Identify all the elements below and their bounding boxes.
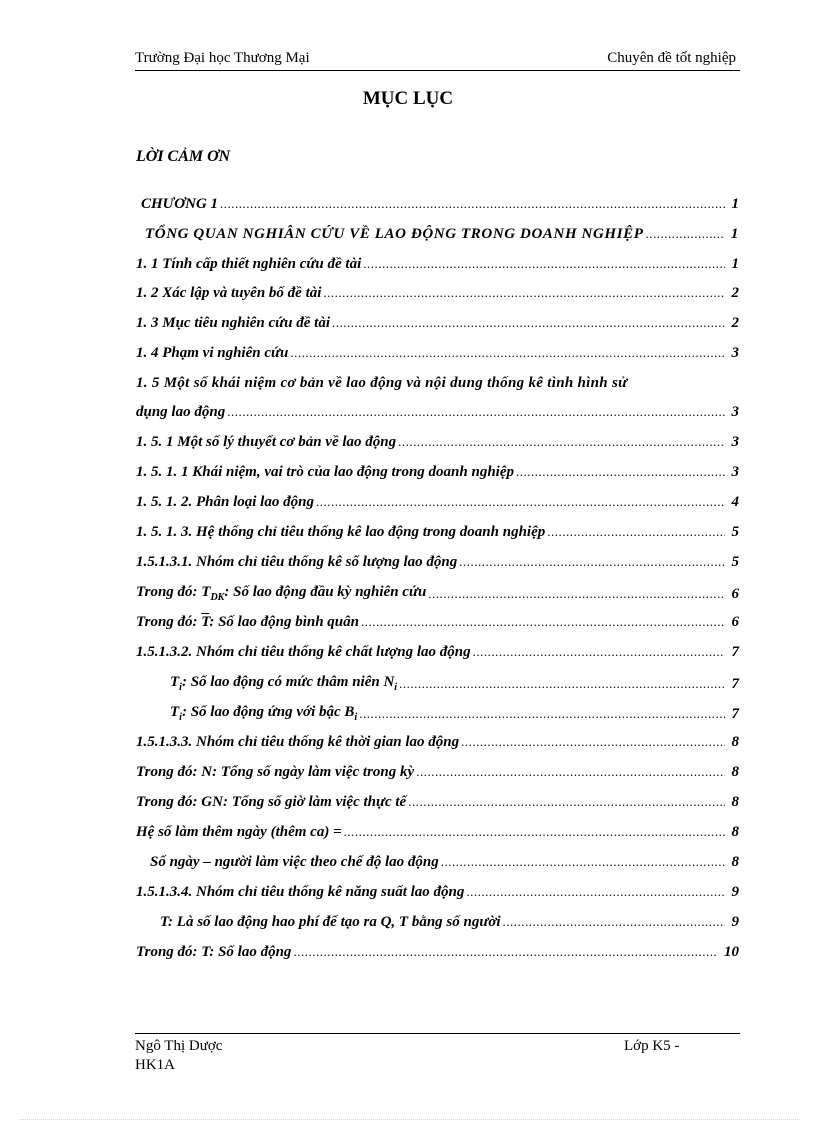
toc-leader	[547, 524, 725, 541]
toc-entry[interactable]	[145, 226, 739, 243]
page-footer	[135, 1033, 740, 1073]
page-header	[135, 48, 740, 71]
toc-entry-title	[136, 614, 359, 631]
toc-entry[interactable]	[136, 315, 739, 332]
footer-class-cont: HK1A	[135, 1057, 175, 1073]
toc-entry-page: 10	[724, 944, 739, 960]
toc-entry[interactable]	[136, 404, 739, 421]
toc-entry-text: T	[170, 704, 180, 720]
toc-leader	[459, 554, 725, 571]
toc-entry[interactable]	[136, 256, 739, 273]
toc-entry-page: 8	[731, 824, 739, 840]
toc-entry-page: 5	[731, 524, 739, 540]
toc-entry-title: 1. 3 Mục tiêu nghiên cứu đề tài	[136, 315, 331, 331]
toc-entry-page: 1	[731, 196, 739, 212]
toc-entry-text: T	[170, 674, 180, 690]
overlined-symbol: $\overline{T}$	[201, 614, 210, 630]
toc-entry[interactable]	[136, 824, 739, 841]
toc-entry-page: 8	[731, 854, 739, 870]
toc-leader	[466, 884, 725, 901]
toc-entry[interactable]	[136, 884, 739, 901]
toc-entry[interactable]	[170, 674, 739, 693]
toc-entry-title: 1.5.1.3.3. Nhóm chỉ tiêu thống kê thời gian lao động	[136, 734, 460, 750]
toc-entry-page: 7	[731, 706, 739, 722]
toc-entry-page: 4	[731, 494, 739, 510]
toc-leader	[361, 614, 725, 631]
toc-entry-title: 1. 1 Tính cấp thiết nghiên cứu đề tài	[136, 256, 362, 272]
toc-leader	[359, 706, 725, 723]
toc-leader	[316, 494, 725, 511]
toc-entry-page: 8	[731, 794, 739, 810]
toc-leader	[441, 854, 725, 871]
toc-entry-title: 1.5.1.3.1. Nhóm chỉ tiêu thống kê số lượng lao động	[136, 554, 458, 570]
page-title: MỤC LỤC	[362, 88, 454, 109]
toc-entry-title: 1. 4 Phạm vi nghiên cứu	[136, 345, 289, 361]
footer-author: Ngô Thị Dược	[135, 1038, 223, 1054]
toc-entry-page: 3	[731, 464, 739, 480]
toc-entry[interactable]	[136, 494, 739, 511]
toc-entry[interactable]	[136, 434, 739, 451]
toc-entry-page: 3	[731, 434, 739, 450]
toc-entry-title	[136, 584, 426, 603]
toc-entry[interactable]	[136, 285, 739, 302]
toc-entry[interactable]	[136, 944, 739, 961]
toc-entry-page: 2	[731, 285, 739, 301]
toc-entry-page: 6	[731, 614, 739, 630]
toc-leader	[516, 464, 725, 481]
toc-entry-page: 9	[731, 914, 739, 930]
subscript: i	[354, 712, 358, 723]
toc-entry-title: Trong đó: T: Số lao động	[136, 944, 292, 960]
toc-entry-page: 9	[731, 884, 739, 900]
toc-entry-page: 1	[730, 226, 739, 242]
toc-entry-page: 2	[731, 315, 739, 331]
toc-entry[interactable]	[136, 794, 739, 811]
footer-class: Lớp K5 -	[624, 1038, 680, 1054]
toc-entry-page: 7	[731, 676, 739, 692]
toc-entry-title: 1. 5. 1. 2. Phân loại lao động	[136, 494, 314, 510]
toc-leader	[227, 404, 725, 421]
toc-entry[interactable]	[136, 554, 739, 571]
toc-entry-title: 1. 5. 1. 1 Khái niệm, vai trò của lao động trong doanh nghiệp	[136, 464, 514, 480]
toc-entry[interactable]	[136, 584, 739, 603]
toc-leader	[290, 345, 725, 362]
toc-entry-title: 1.5.1.3.4. Nhóm chỉ tiêu thống kê năng suất lao động	[136, 884, 465, 900]
header-doc-type: Chuyên đề tốt nghiệp	[607, 50, 736, 66]
toc-entry-title: Trong đó: N: Tổng số ngày làm việc trong kỳ	[136, 764, 415, 780]
header-school: Trường Đại học Thương Mại	[135, 50, 310, 66]
toc-entry-title-line1[interactable]: 1. 5 Một số khái niệm cơ bản về lao động và nội dung thống kê tình hình sử	[136, 375, 628, 391]
toc-leader	[646, 226, 726, 243]
toc-entry-title: Trong đó: GN: Tổng số giờ làm việc thực tế	[136, 794, 407, 810]
toc-entry[interactable]	[141, 196, 739, 213]
toc-leader	[293, 944, 717, 961]
toc-leader	[332, 315, 725, 332]
toc-entry-title: TỔNG QUAN NGHIÂN CỨU VỀ LAO ĐỘNG TRONG DOANH NGHIỆP	[145, 226, 644, 242]
toc-leader	[428, 586, 725, 603]
toc-entry-text: : Số lao động đầu kỳ nghiên cứu	[224, 584, 427, 600]
toc-entry-text: : Số lao động ứng với bậc B	[181, 704, 355, 720]
toc-entry-page: 8	[731, 734, 739, 750]
toc-entry-page: 5	[731, 554, 739, 570]
toc-leader	[363, 256, 725, 273]
toc-entry-title: Số ngày – người làm việc theo chế độ lao động	[150, 854, 439, 870]
toc-entry-title: Hệ số làm thêm ngày (thêm ca) =	[136, 824, 342, 840]
toc-entry-page: 3	[731, 404, 739, 420]
toc-entry-text: : Số lao động có mức thâm niên N	[181, 674, 395, 690]
toc-leader	[399, 676, 725, 693]
toc-entry[interactable]	[150, 854, 739, 871]
toc-leader	[461, 734, 725, 751]
toc-entry[interactable]	[136, 734, 739, 751]
toc-entry[interactable]	[136, 644, 739, 661]
subscript: i	[179, 712, 182, 723]
toc-entry-title	[170, 674, 397, 693]
toc-entry-page: 1	[731, 256, 739, 272]
toc-entry-page: 7	[731, 644, 739, 660]
subscript: DK	[210, 592, 225, 603]
toc-entry-title: dụng lao động	[136, 404, 226, 420]
subscript: i	[179, 682, 182, 693]
toc-entry[interactable]	[136, 345, 739, 362]
toc-entry-page: 8	[731, 764, 739, 780]
toc-entry[interactable]	[136, 464, 739, 481]
toc-preface: LỜI CẢM ƠN	[136, 148, 231, 165]
toc-entry[interactable]	[136, 764, 739, 781]
subscript: i	[394, 682, 398, 693]
toc-entry-title: 1. 2 Xác lập và tuyên bố đề tài	[136, 285, 322, 301]
toc-entry-page: 3	[731, 345, 739, 361]
toc-entry[interactable]	[136, 614, 739, 631]
toc-entry-title: 1.5.1.3.2. Nhóm chỉ tiêu thống kê chất lượng lao động	[136, 644, 471, 660]
page-bottom-divider	[20, 1119, 800, 1122]
toc-leader	[408, 794, 725, 811]
toc-leader	[323, 285, 725, 302]
toc-leader	[416, 764, 725, 781]
toc-entry[interactable]	[160, 914, 739, 931]
toc-entry-title: 1. 5. 1 Một số lý thuyết cơ bản về lao động	[136, 434, 397, 450]
toc-leader	[473, 644, 725, 661]
toc-entry-text: : Số lao động bình quân	[209, 614, 359, 630]
toc-entry-text: Trong đó:	[136, 614, 202, 630]
toc-leader	[503, 914, 725, 931]
toc-leader	[398, 434, 725, 451]
toc-entry-title: T: Là số lao động hao phí để tạo ra Q, T bằng số người	[160, 914, 501, 930]
toc-entry[interactable]	[136, 524, 739, 541]
toc-leader	[220, 196, 725, 213]
toc-entry[interactable]	[170, 704, 739, 723]
toc-entry-title: 1. 5. 1. 3. Hệ thống chỉ tiêu thống kê lao động trong doanh nghiệp	[136, 524, 546, 540]
toc-entry-page: 6	[731, 586, 739, 602]
toc-entry-text: Trong đó: T	[136, 584, 211, 600]
toc-entry-title: CHƯƠNG 1	[141, 196, 219, 212]
toc-entry-title	[170, 704, 357, 723]
toc-leader	[344, 824, 725, 841]
